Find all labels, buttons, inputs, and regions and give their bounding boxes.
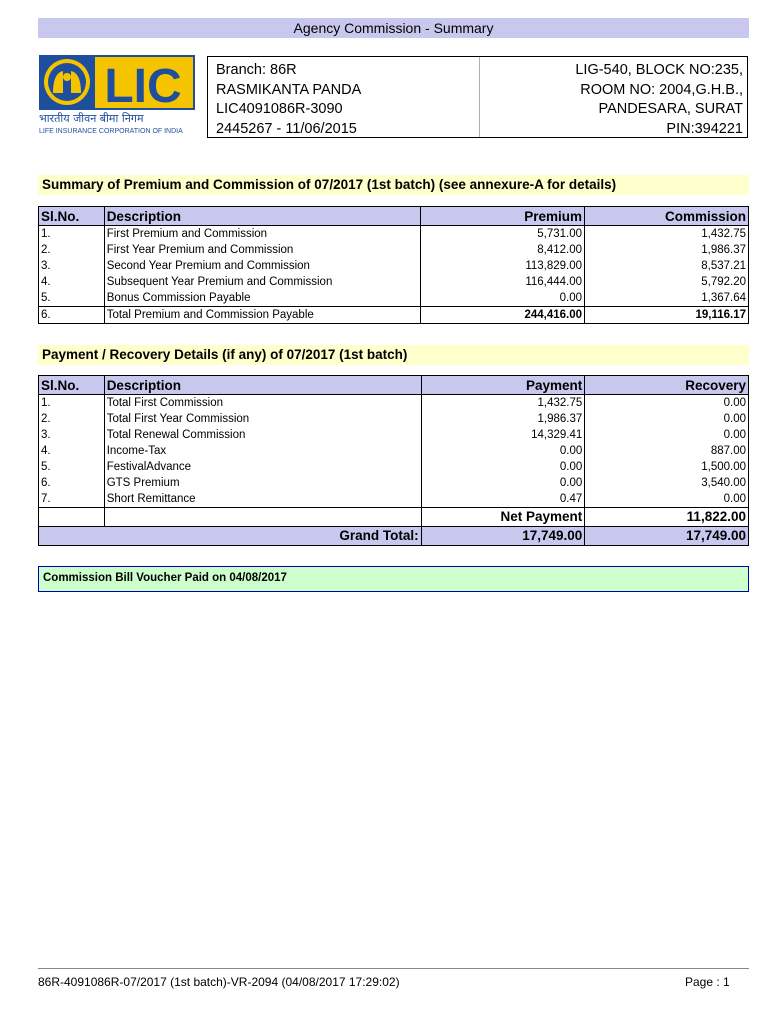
logo-hindi-text: भारतीय जीवन बीमा निगम (39, 112, 144, 125)
payment-header-row (39, 376, 749, 395)
agent-license: 2445267 - 11/06/2015 (216, 120, 357, 137)
cell-slno: 4. (39, 443, 105, 459)
cell-empty (39, 508, 105, 527)
voucher-note: Commission Bill Voucher Paid on 04/08/2017 (38, 566, 749, 592)
cell-slno: 5. (39, 459, 105, 475)
lic-logo-graphic (39, 55, 195, 135)
cell-recovery: 887.00 (585, 443, 749, 459)
table-row (39, 443, 749, 459)
table-row (39, 226, 749, 243)
cell-description: First Premium and Commission (104, 226, 421, 243)
cell-premium: 5,731.00 (421, 226, 585, 243)
cell-description: Total Premium and Commission Payable (104, 307, 421, 324)
cell-slno: 4. (39, 274, 105, 290)
cell-description: Total First Year Commission (104, 411, 421, 427)
cell-description: Bonus Commission Payable (104, 290, 421, 307)
footer-divider (38, 968, 749, 969)
cell-empty (104, 508, 421, 527)
table-row (39, 459, 749, 475)
cell-description: GTS Premium (104, 475, 421, 491)
cell-description: Income-Tax (104, 443, 421, 459)
logo-brand-text: LIC (104, 60, 182, 113)
grand-total-label: Grand Total: (104, 527, 421, 546)
logo-english-text: LIFE INSURANCE CORPORATION OF INDIA (39, 128, 183, 135)
page-number: Page : 1 (685, 975, 730, 989)
table-row (39, 491, 749, 508)
cell-payment: 0.00 (421, 459, 585, 475)
agent-address (479, 57, 747, 137)
lic-logo (39, 55, 195, 135)
col-description: Description (104, 376, 421, 395)
cell-slno: 6. (39, 475, 105, 491)
table-row (39, 258, 749, 274)
cell-commission: 5,792.20 (585, 274, 749, 290)
cell-payment: 14,329.41 (421, 427, 585, 443)
payment-section-title: Payment / Recovery Details (if any) of 07/2017 (1st batch) (38, 345, 749, 365)
cell-payment: 0.00 (421, 443, 585, 459)
grand-total-payment: 17,749.00 (421, 527, 585, 546)
cell-recovery: 0.00 (585, 427, 749, 443)
cell-recovery: 0.00 (585, 411, 749, 427)
cell-slno: 3. (39, 427, 105, 443)
cell-slno: 1. (39, 226, 105, 243)
cell-slno: 1. (39, 395, 105, 412)
cell-description: First Year Premium and Commission (104, 242, 421, 258)
cell-recovery: 0.00 (585, 395, 749, 412)
cell-recovery: 1,500.00 (585, 459, 749, 475)
footer-reference: 86R-4091086R-07/2017 (1st batch)-VR-2094 (04/08/2017 17:29:02) (38, 975, 400, 989)
page-title: Agency Commission - Summary (38, 18, 749, 38)
cell-commission: 1,367.64 (585, 290, 749, 307)
branch-text: Branch: 86R (216, 62, 297, 78)
table-row (39, 274, 749, 290)
net-payment-row (39, 508, 749, 527)
cell-premium: 113,829.00 (421, 258, 585, 274)
col-premium: Premium (421, 207, 585, 226)
cell-payment: 1,432.75 (421, 395, 585, 412)
cell-commission: 1,432.75 (585, 226, 749, 243)
cell-premium: 116,444.00 (421, 274, 585, 290)
cell-description: FestivalAdvance (104, 459, 421, 475)
payment-table (38, 375, 749, 546)
address-pin: PIN:394221 (666, 120, 743, 137)
cell-commission: 1,986.37 (585, 242, 749, 258)
table-row (39, 242, 749, 258)
agent-name: RASMIKANTA PANDA (216, 81, 362, 98)
cell-slno: 7. (39, 491, 105, 508)
col-description: Description (104, 207, 421, 226)
summary-table (38, 206, 749, 324)
col-slno: Sl.No. (39, 376, 105, 395)
cell-premium-total: 244,416.00 (421, 307, 585, 324)
table-row (39, 395, 749, 412)
address-line-1: LIG-540, BLOCK NO:235, (575, 62, 743, 78)
cell-payment: 0.47 (421, 491, 585, 508)
cell-payment: 1,986.37 (421, 411, 585, 427)
col-slno: Sl.No. (39, 207, 105, 226)
table-row (39, 411, 749, 427)
cell-slno: 3. (39, 258, 105, 274)
cell-description: Second Year Premium and Commission (104, 258, 421, 274)
cell-description: Total First Commission (104, 395, 421, 412)
agent-info-box (207, 56, 748, 138)
cell-payment: 0.00 (421, 475, 585, 491)
summary-header-row (39, 207, 749, 226)
cell-slno: 5. (39, 290, 105, 307)
cell-recovery: 3,540.00 (585, 475, 749, 491)
net-payment-label: Net Payment (421, 508, 585, 527)
agent-code: LIC4091086R-3090 (216, 101, 343, 117)
grand-total-row (39, 527, 749, 546)
cell-empty (39, 527, 105, 546)
summary-section-title: Summary of Premium and Commission of 07/2017 (1st batch) (see annexure-A for details) (38, 175, 749, 195)
cell-description: Total Renewal Commission (104, 427, 421, 443)
cell-description: Short Remittance (104, 491, 421, 508)
cell-commission-total: 19,116.17 (585, 307, 749, 324)
cell-premium: 8,412.00 (421, 242, 585, 258)
address-line-2: ROOM NO: 2004,G.H.B., (580, 81, 743, 98)
cell-commission: 8,537.21 (585, 258, 749, 274)
summary-total-row (39, 307, 749, 324)
col-commission: Commission (585, 207, 749, 226)
table-row (39, 427, 749, 443)
cell-premium: 0.00 (421, 290, 585, 307)
address-line-3: PANDESARA, SURAT (598, 101, 743, 117)
grand-total-recovery: 17,749.00 (585, 527, 749, 546)
table-row (39, 475, 749, 491)
cell-recovery: 0.00 (585, 491, 749, 508)
agent-details (208, 57, 480, 137)
col-payment: Payment (421, 376, 585, 395)
cell-slno: 2. (39, 411, 105, 427)
cell-description: Subsequent Year Premium and Commission (104, 274, 421, 290)
table-row (39, 290, 749, 307)
cell-slno: 6. (39, 307, 105, 324)
net-payment-value: 11,822.00 (585, 508, 749, 527)
col-recovery: Recovery (585, 376, 749, 395)
cell-slno: 2. (39, 242, 105, 258)
